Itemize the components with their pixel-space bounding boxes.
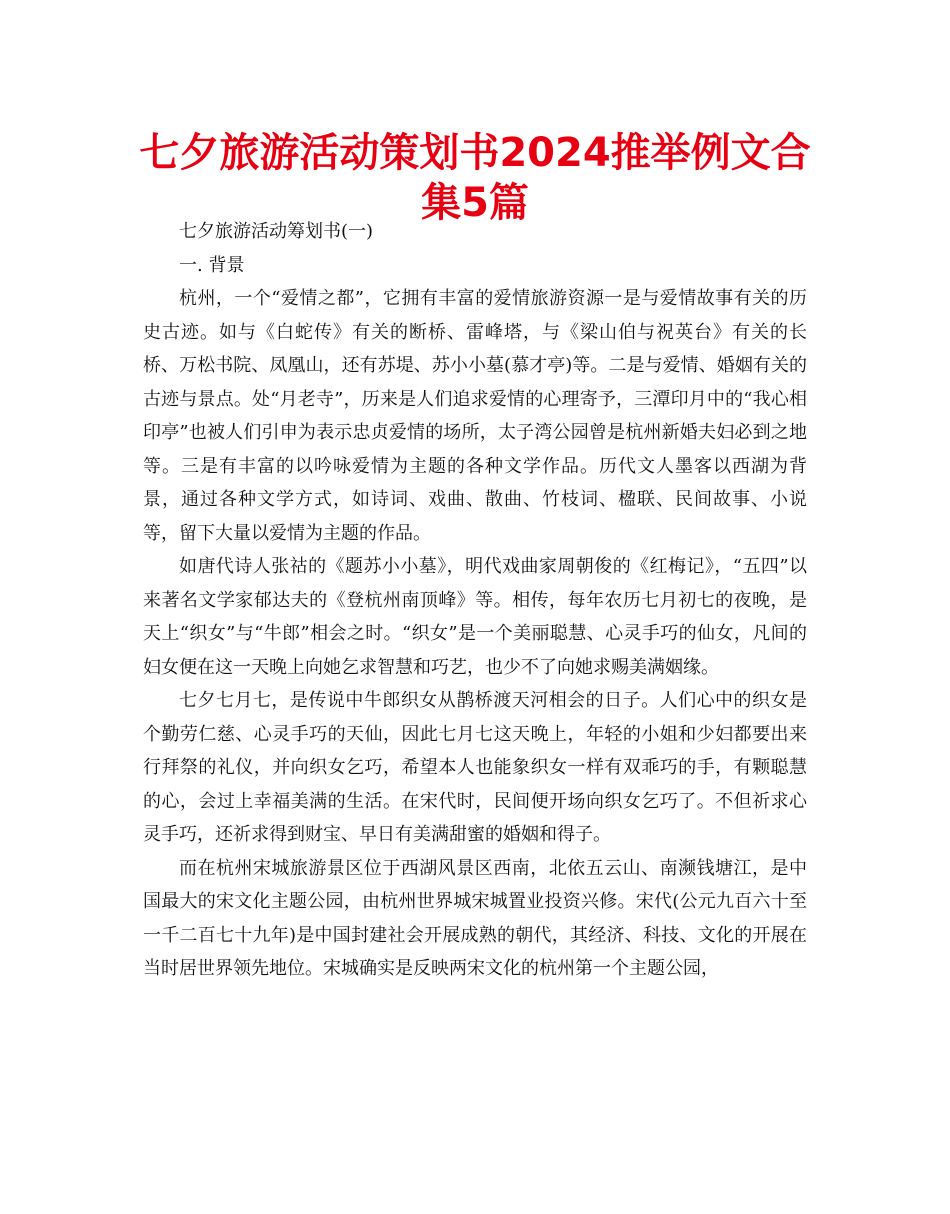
- section-heading: 一. 背景: [179, 254, 245, 276]
- document-title: 七夕旅游活动策划书2024推举例文合集5篇: [139, 130, 811, 226]
- document-body: [143, 215, 807, 986]
- document-subtitle: 七夕旅游活动筹划书(一): [179, 221, 374, 242]
- paragraph: 七夕七月七，是传说中牛郎织女从鹊桥渡天河相会的日子。人们心中的织女是个勤劳仁慈、心灵手巧的天仙，因此七月七这天晚上，年轻的小姐和少妇都要出来行拜祭的礼仪，并向织女乞巧，希望本人也能象织女一样有双乖巧的手，有颗聪慧的心，会过上幸福美满的生活。在宋代时，民间便开场向织女乞巧了。不但祈求心灵手巧，还祈求得到财宝、早日有美满甜蜜的婚姻和得子。: [143, 690, 807, 845]
- paragraph: 如唐代诗人张祜的《题苏小小墓》，明代戏曲家周朝俊的《红梅记》，“五四”以来著名文学家郁达夫的《登杭州南顶峰》等。相传，每年农历七月初七的夜晚，是天上“织女”与“牛郎”相会之时。“织女”是一个美丽聪慧、心灵手巧的仙女，凡间的妇女便在这一天晚上向她乞求智慧和巧艺，也少不了向她求赐美满姻缘。: [143, 556, 807, 678]
- paragraph: 杭州，一个“爱情之都”，它拥有丰富的爱情旅游资源一是与爱情故事有关的历史古迹。如与《白蛇传》有关的断桥、雷峰塔，与《梁山伯与祝英台》有关的长桥、万松书院、凤凰山，还有苏堤、苏小小墓(慕才亭)等。二是与爱情、婚姻有关的古迹与景点。处“月老寺”，历来是人们追求爱情的心理寄予，三潭印月中的“我心相印亭”也被人们引申为表示忠贞爱情的场所，太子湾公园曾是杭州新婚夫妇必到之地等。三是有丰富的以吟咏爱情为主题的各种文学作品。历代文人墨客以西湖为背景，通过各种文学方式，如诗词、戏曲、散曲、竹枝词、楹联、民间故事、小说等，留下大量以爱情为主题的作品。: [143, 288, 807, 544]
- paragraph: 而在杭州宋城旅游景区位于西湖风景区西南，北依五云山、南濒钱塘江，是中国最大的宋文化主题公园，由杭州世界城宋城置业投资兴修。宋代(公元九百六十至一千二百七十九年)是中国封建社会开展成熟的朝代，其经济、科技、文化的开展在当时居世界领先地位。宋城确实是反映两宋文化的杭州第一个主题公园，: [143, 857, 807, 979]
